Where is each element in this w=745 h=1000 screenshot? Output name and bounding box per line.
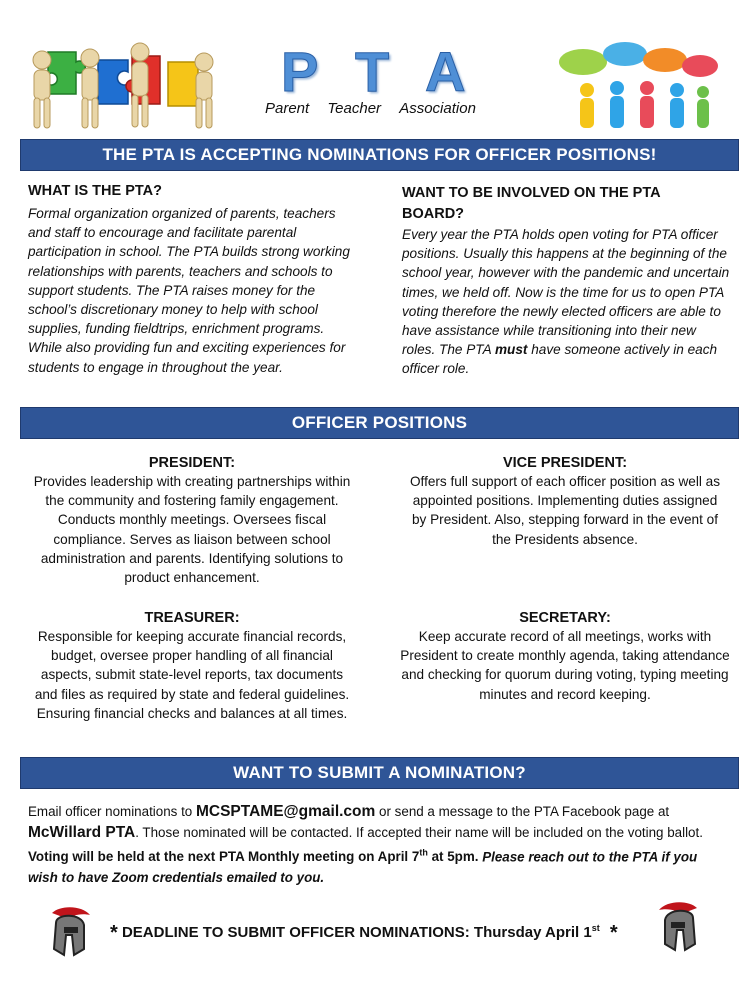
submit-nomination-banner: WANT TO SUBMIT A NOMINATION? bbox=[20, 757, 739, 789]
president-section bbox=[32, 455, 352, 587]
submit-instructions bbox=[28, 801, 728, 888]
secretary-section bbox=[400, 610, 730, 704]
deadline-sup: st bbox=[591, 923, 600, 933]
deadline-star-left: * bbox=[110, 922, 118, 944]
vice-president-section bbox=[405, 455, 725, 549]
pta-letter-a: A bbox=[425, 40, 466, 103]
deadline-text: DEADLINE TO SUBMIT OFFICER NOMINATIONS: Thursday April 1 bbox=[121, 924, 592, 941]
people-speech-bubbles-illustration bbox=[555, 40, 720, 132]
what-is-pta-body: Formal organization organized of parents, teachers and staff to encourage and facilitate parental participation in school. The PTA builds strong working relationships with parents, teachers and schools to support students. The PTA raises money for the school’s discretionary money to help with school supplies, funding fieldtrips, enrichment programs. While also providing fun and exciting experiences for students to engage in throughout the year. bbox=[28, 206, 350, 375]
pta-letter-t: T bbox=[355, 40, 390, 103]
zoom-note: Please reach out to the PTA if you wish to have Zoom credentials emailed to you. bbox=[28, 849, 698, 886]
pta-title bbox=[275, 40, 485, 103]
spartan-helmet-left-icon bbox=[42, 905, 94, 960]
involved-body bbox=[402, 225, 732, 379]
involved-text: Every year the PTA holds open voting for PTA officer positions. Usually this happens at the beginning of the school year, however with the pandemic and uncertain times, we held off. Now is the time for us to open PTA voting therefore the newly elected officers are able to have assistance while transitioning into their new roles. The PTA bbox=[402, 227, 730, 358]
nominations-banner: THE PTA IS ACCEPTING NOMINATIONS FOR OFFICER POSITIONS! bbox=[20, 139, 739, 171]
vice-president-title: VICE PRESIDENT: bbox=[502, 455, 628, 471]
deadline-star-right: * bbox=[609, 922, 618, 944]
pta-subtitle bbox=[265, 100, 505, 117]
deadline-notice bbox=[110, 922, 650, 945]
submit-mid: or send a message to the PTA Facebook page at bbox=[379, 804, 670, 819]
what-is-pta-heading: WHAT IS THE PTA? bbox=[28, 183, 162, 199]
subtitle-parent: Parent bbox=[265, 100, 310, 117]
officer-positions-banner: OFFICER POSITIONS bbox=[20, 407, 739, 439]
submit-intro: Email officer nominations to bbox=[28, 804, 193, 819]
subtitle-teacher: Teacher bbox=[327, 100, 382, 117]
secretary-title: SECRETARY: bbox=[519, 610, 611, 626]
nomination-email-link[interactable]: MCSPTAME@gmail.com bbox=[195, 803, 376, 820]
involved-emphasis: must bbox=[494, 342, 528, 358]
voting-info: Voting will be held at the next PTA Monthly meeting on April 7th at 5pm. bbox=[28, 848, 479, 865]
submit-after-page: . Those nominated will be contacted. If accepted their name will be included on the voting ballot. bbox=[135, 825, 703, 840]
involved-heading: WANT TO BE INVOLVED ON THE PTA BOARD? bbox=[402, 185, 661, 222]
vice-president-body: Offers full support of each officer position as well as appointed positions. Implementing duties assigned by President. Also, stepping forward in the event of the Presidents absence. bbox=[409, 474, 721, 547]
treasurer-section bbox=[28, 610, 356, 723]
subtitle-association: Association bbox=[399, 100, 476, 117]
secretary-body: Keep accurate record of all meetings, works with President to create monthly agenda, taking attendance and checking for quorum during voting, typing meeting minutes and record keeping. bbox=[400, 629, 730, 702]
president-title: PRESIDENT: bbox=[148, 455, 236, 471]
involved-tail: have someone actively in each officer role. bbox=[402, 342, 718, 377]
treasurer-body: Responsible for keeping accurate financial records, budget, oversee proper handling of all financial aspects, submit state-level reports, tax documents and files as required by state and federal guidelines. Ensuring financial checks and balances at all times. bbox=[34, 629, 350, 721]
treasurer-title: TREASURER: bbox=[144, 610, 240, 626]
president-body: Provides leadership with creating partnerships within the community and fostering family engagement. Conducts monthly meetings. Oversees fiscal compliance. Serves as liaison between school administration and parents. Identifying solutions to product enhancement. bbox=[33, 474, 351, 586]
spartan-helmet-right-icon bbox=[655, 900, 707, 955]
facebook-page-link[interactable]: McWillard PTA bbox=[28, 824, 136, 841]
puzzle-people-illustration bbox=[28, 40, 218, 132]
pta-letter-p: P bbox=[281, 40, 319, 103]
